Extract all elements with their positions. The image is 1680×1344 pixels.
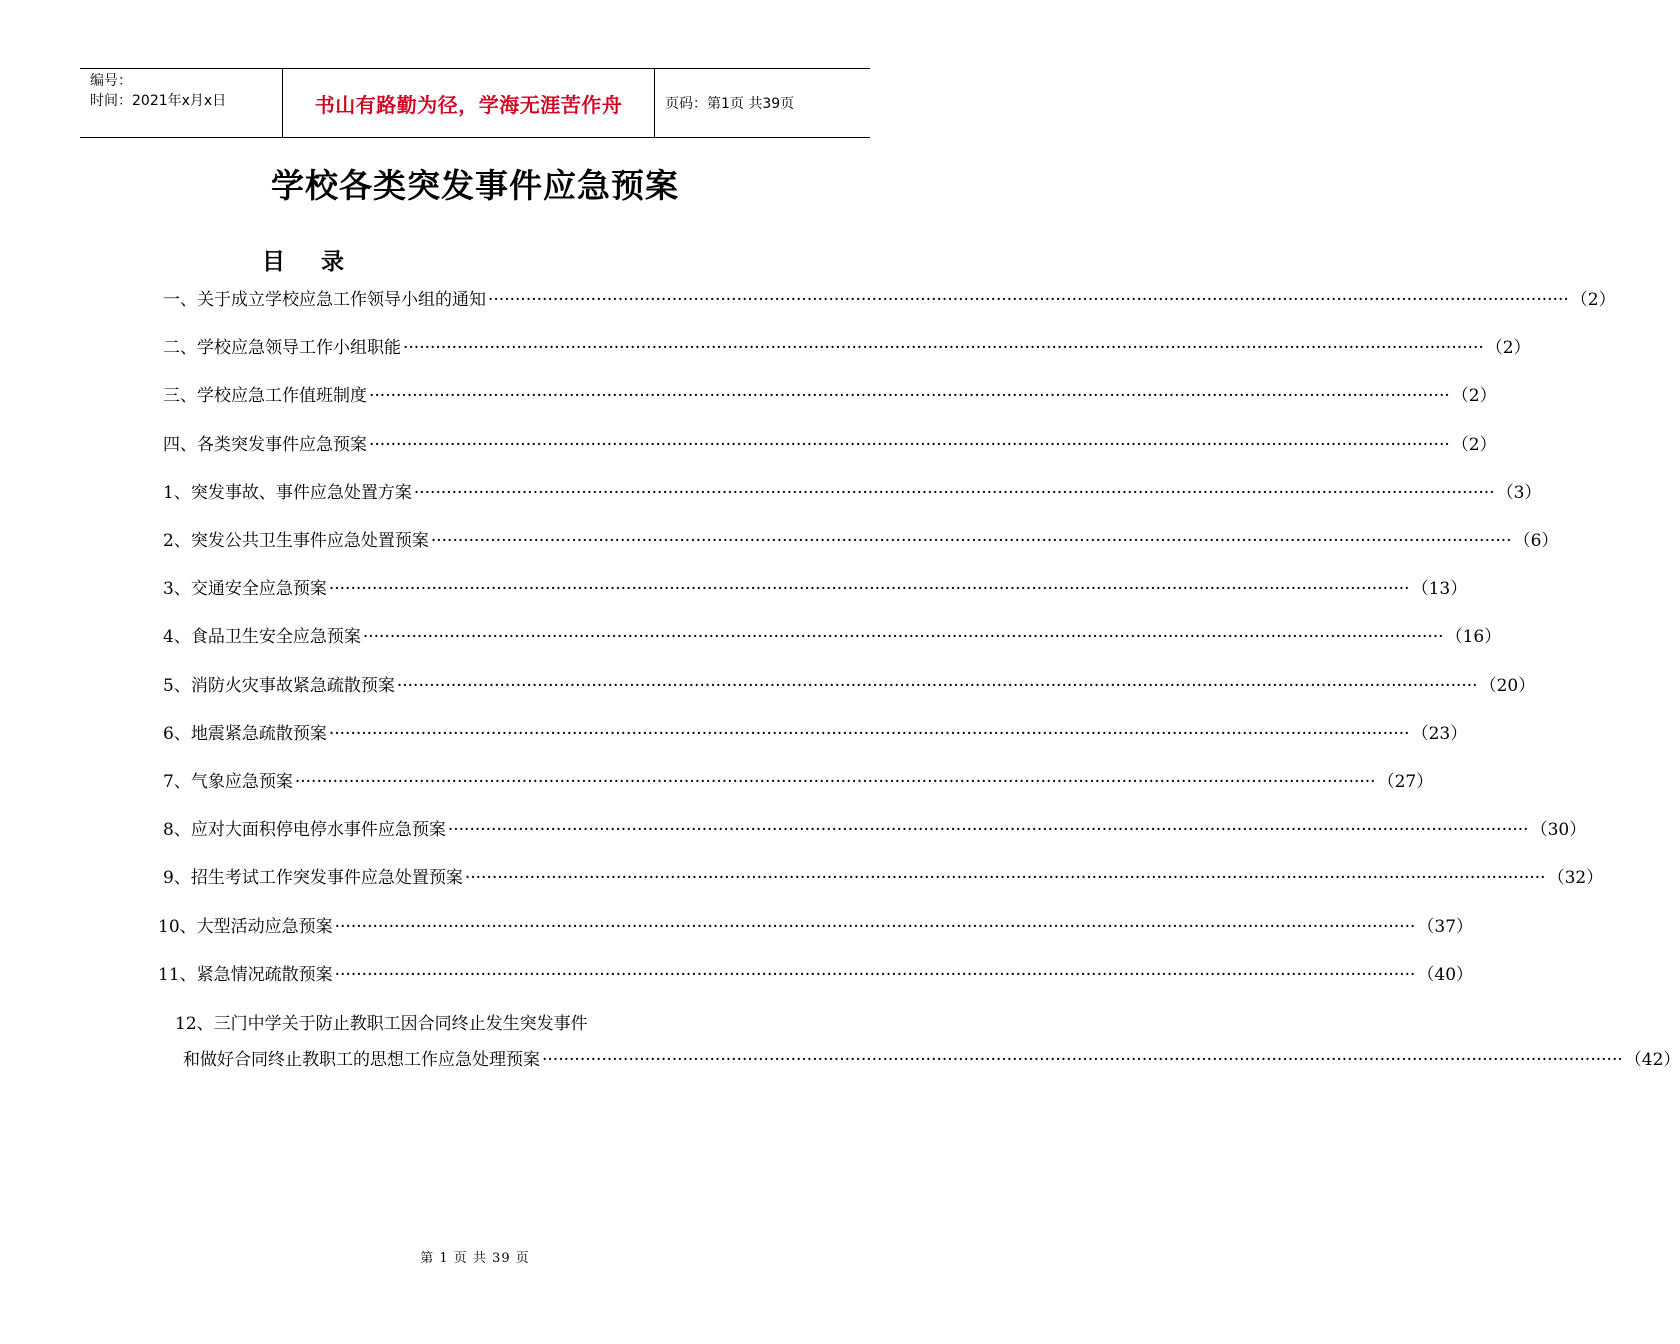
toc-item-label: 3、交通安全应急预案 bbox=[163, 579, 327, 600]
toc-item-12-line1[interactable]: 12、三门中学关于防止教职工因合同终止发生突发事件 bbox=[175, 1014, 588, 1034]
toc-item-12-line2[interactable] bbox=[183, 1045, 1680, 1070]
toc-item-page: （6） bbox=[1513, 531, 1559, 551]
toc-leader-dots: ········································································································································································································ bbox=[396, 675, 1478, 696]
toc-item[interactable] bbox=[158, 912, 1474, 937]
toc-leader-dots: ········································································································································································································ bbox=[328, 579, 1410, 600]
toc-item[interactable] bbox=[163, 574, 1468, 600]
toc-leader-dots: ········································································································································································································ bbox=[294, 772, 1376, 792]
toc-item[interactable] bbox=[163, 863, 1604, 889]
toc-item-page: （2） bbox=[1570, 290, 1616, 310]
toc-item-label: 二、学校应急领导工作小组职能 bbox=[163, 338, 401, 359]
toc-item[interactable] bbox=[163, 285, 1616, 310]
toc-leader-dots: ········································································································································································································ bbox=[362, 627, 1444, 648]
toc-leader-dots: ········································································································································································································ bbox=[488, 290, 1569, 310]
toc-item-page: （32） bbox=[1547, 868, 1604, 889]
page-footer: 第 1 页 共 39 页 bbox=[420, 1251, 530, 1266]
toc-item[interactable] bbox=[163, 430, 1497, 455]
toc-item-page: （13） bbox=[1411, 579, 1468, 600]
toc-leader-dots: ········································································································································································································ bbox=[369, 434, 1450, 455]
toc-leader-dots: ········································································································································································································ bbox=[334, 964, 1416, 985]
toc-item[interactable] bbox=[163, 333, 1531, 359]
toc-item-page: （27） bbox=[1377, 772, 1434, 792]
toc-item-label: 2、突发公共卫生事件应急处置预案 bbox=[163, 531, 429, 551]
toc-item-label: 5、消防火灾事故紧急疏散预案 bbox=[163, 675, 395, 696]
toc-leader-dots: ········································································································································································································ bbox=[334, 916, 1416, 937]
toc-item[interactable] bbox=[163, 478, 1542, 503]
toc-item-label: 6、地震紧急疏散预案 bbox=[163, 723, 327, 744]
toc-leader-dots: ········································································································································································································ bbox=[328, 723, 1410, 744]
toc-item-label: 4、食品卫生安全应急预案 bbox=[163, 627, 361, 648]
toc-item-page: （2） bbox=[1451, 434, 1497, 455]
toc-leader-dots: ········································································································································································································ bbox=[447, 820, 1529, 841]
toc-item-page: （30） bbox=[1530, 820, 1587, 841]
document-title: 学校各类突发事件应急预案 bbox=[271, 166, 679, 205]
toc-leader-dots: ········································································································································································································ bbox=[369, 386, 1450, 407]
toc-item-page: （2） bbox=[1485, 338, 1531, 359]
toc-leader-dots: ········································································································································································································ bbox=[464, 868, 1546, 889]
toc-item[interactable] bbox=[163, 381, 1497, 407]
page-info: 页码：第1页 共39页 bbox=[665, 96, 795, 112]
toc-item-page: （23） bbox=[1411, 723, 1468, 744]
toc-item-label: 三、学校应急工作值班制度 bbox=[163, 386, 367, 407]
motto-text: 书山有路勤为径，学海无涯苦作舟 bbox=[314, 92, 623, 117]
toc-item-page: （16） bbox=[1445, 627, 1502, 648]
toc-item[interactable] bbox=[163, 719, 1468, 744]
toc-item-label: 10、大型活动应急预案 bbox=[158, 916, 333, 937]
toc-item-label: 8、应对大面积停电停水事件应急预案 bbox=[163, 820, 446, 841]
toc-item-label: 11、紧急情况疏散预案 bbox=[158, 964, 333, 985]
toc-item-label: 四、各类突发事件应急预案 bbox=[163, 434, 367, 455]
toc-leader-dots: ········································································································································································································ bbox=[542, 1050, 1623, 1070]
header-page-cell bbox=[655, 69, 870, 137]
toc-item-label: 1、突发事故、事件应急处置方案 bbox=[163, 482, 412, 503]
toc-item-page: （40） bbox=[1417, 964, 1474, 985]
toc-item-label: 一、关于成立学校应急工作领导小组的通知 bbox=[163, 290, 486, 310]
toc-item-label: 7、气象应急预案 bbox=[163, 772, 293, 792]
toc-leader-dots: ········································································································································································································ bbox=[403, 338, 1484, 359]
toc-item-page: （42） bbox=[1624, 1050, 1680, 1070]
toc-item-page: （20） bbox=[1479, 675, 1536, 696]
toc-leader-dots: ········································································································································································································ bbox=[413, 482, 1495, 503]
toc-item-label: 和做好合同终止教职工的思想工作应急处理预案 bbox=[183, 1050, 540, 1070]
toc-item[interactable] bbox=[163, 767, 1434, 792]
number-label: 编号： bbox=[90, 73, 132, 89]
toc-item[interactable] bbox=[163, 622, 1502, 648]
toc-item-page: （2） bbox=[1451, 386, 1497, 407]
toc-item[interactable] bbox=[163, 526, 1559, 551]
toc-item[interactable] bbox=[158, 960, 1474, 985]
toc-item-label: 9、招生考试工作突发事件应急处置预案 bbox=[163, 868, 463, 889]
toc-item[interactable] bbox=[163, 671, 1536, 696]
toc-item-page: （37） bbox=[1417, 916, 1474, 937]
toc-heading: 目录 bbox=[262, 249, 380, 275]
toc-item-page: （3） bbox=[1496, 482, 1542, 503]
document-header bbox=[80, 68, 870, 138]
toc-item[interactable] bbox=[163, 815, 1587, 841]
time-label: 时间：2021年x月x日 bbox=[90, 93, 227, 109]
toc-leader-dots: ········································································································································································································ bbox=[430, 531, 1512, 551]
header-left-cell bbox=[80, 69, 282, 137]
header-motto-cell bbox=[282, 69, 655, 137]
